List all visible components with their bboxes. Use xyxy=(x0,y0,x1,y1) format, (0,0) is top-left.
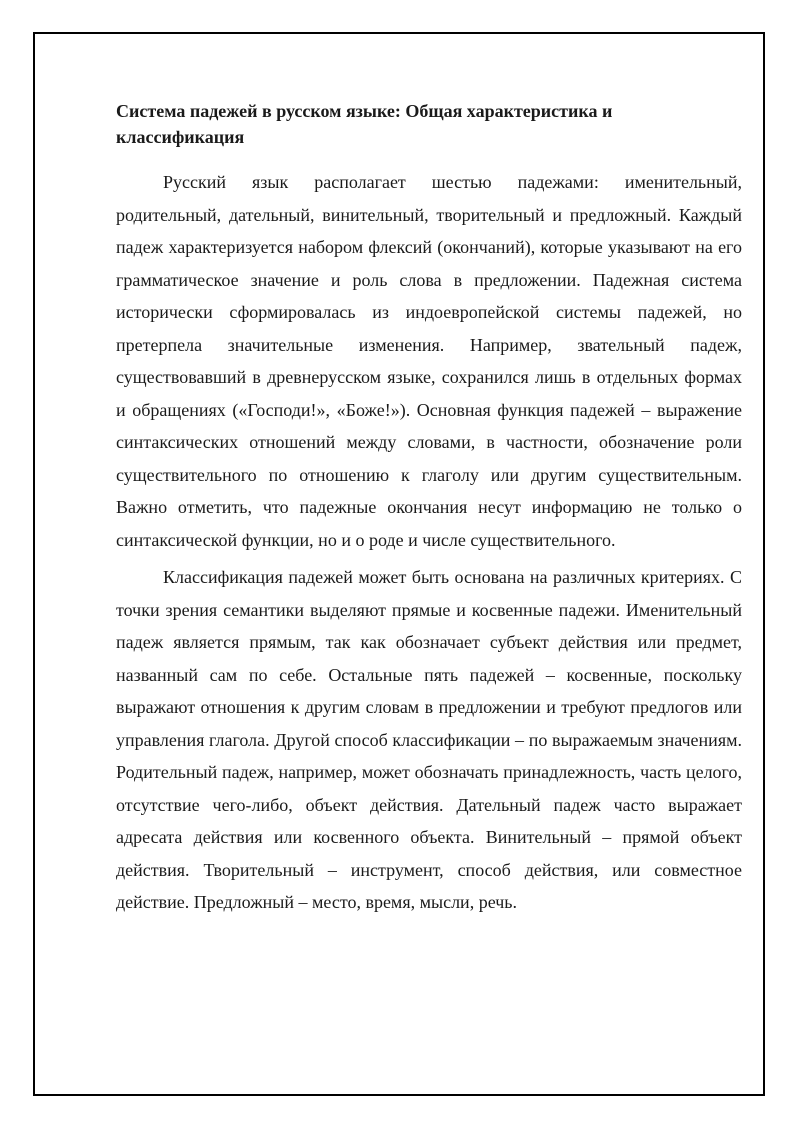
document-body xyxy=(116,98,742,924)
document-title: Система падежей в русском языке: Общая характеристика и классификация xyxy=(116,101,613,147)
paragraph-2: Классификация падежей может быть основана на различных критериях. С точки зрения семантики выделяют прямые и косвенные падежи. Именительный падеж является прямым, так как обозначает субъект действия или предмет, названный сам по себе. Остальные пять падежей – косвенные, поскольку выражают отношения к другим словам в предложении и требуют предлогов или управления глагола. Другой способ классификации – по выражаемым значениям. Родительный падеж, например, может обозначать принадлежность, часть целого, отсутствие чего-либо, объект действия. Дательный падеж часто выражает адресата действия или косвенного объекта. Винительный – прямой объект действия. Творительный – инструмент, способ действия, или совместное действие. Предложный – место, время, мысли, речь. xyxy=(116,567,742,912)
paragraph-1: Русский язык располагает шестью падежами: именительный, родительный, дательный, винительный, творительный и предложный. Каждый падеж характеризуется набором флексий (окончаний), которые указывают на его грамматическое значение и роль слова в предложении. Падежная система исторически сформировалась из индоевропейской системы падежей, но претерпела значительные изменения. Например, звательный падеж, существовавший в древнерусском языке, сохранился лишь в отдельных формах и обращениях («Господи!», «Боже!»). Основная функция падежей – выражение синтаксических отношений между словами, в частности, обозначение роли существительного по отношению к глаголу или другим существительным. Важно отметить, что падежные окончания несут информацию не только о синтаксической функции, но и о роде и числе существительного. xyxy=(116,172,742,550)
